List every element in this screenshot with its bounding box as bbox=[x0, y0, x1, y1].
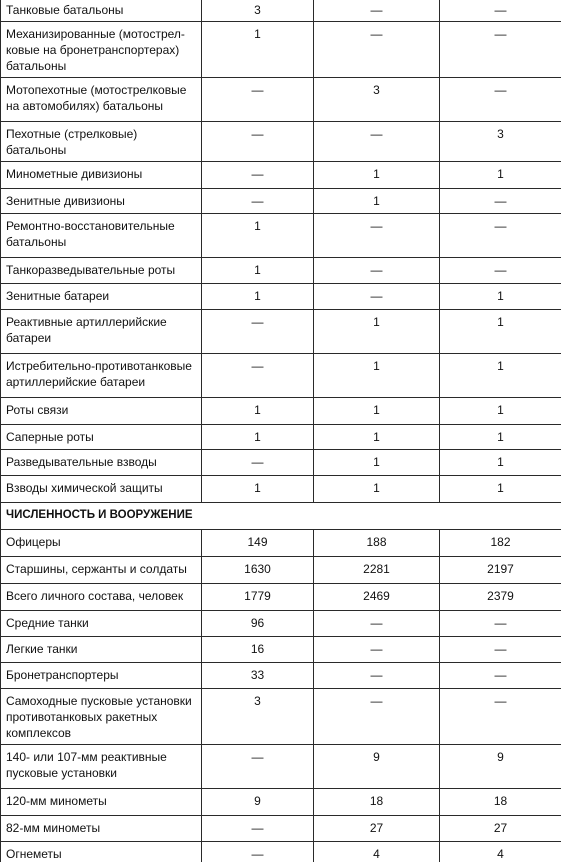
cell-value: 1 bbox=[373, 359, 380, 373]
cell-value: — bbox=[370, 263, 383, 277]
cell-value: 1 bbox=[373, 167, 380, 181]
cell-value: — bbox=[494, 83, 507, 97]
row-label-line: Зенитные батареи bbox=[6, 289, 110, 303]
cell-value: — bbox=[251, 359, 264, 373]
cell-value: — bbox=[494, 263, 507, 277]
table-row bbox=[1, 214, 561, 258]
table-row bbox=[1, 450, 561, 476]
row-label bbox=[1, 258, 202, 284]
row-label bbox=[1, 78, 202, 122]
row-value-col2 bbox=[314, 425, 440, 450]
table-row bbox=[1, 476, 561, 503]
row-label bbox=[1, 745, 202, 789]
row-label-line: Танкоразведывательные роты bbox=[6, 263, 176, 277]
row-label-line: противотанковых ракетных bbox=[6, 710, 158, 724]
row-value-col3 bbox=[440, 214, 561, 258]
row-value-col3 bbox=[440, 584, 561, 611]
row-label bbox=[1, 476, 202, 503]
row-value-col2 bbox=[314, 584, 440, 611]
row-value-col3 bbox=[440, 189, 561, 214]
cell-value: 4 bbox=[373, 847, 380, 861]
row-label-line: Пехотные (стрелковые) батальоны bbox=[6, 127, 138, 157]
row-value-col3 bbox=[440, 816, 561, 842]
row-label-line: батареи bbox=[6, 331, 52, 345]
cell-value: — bbox=[494, 27, 507, 41]
cell-value: 3 bbox=[373, 83, 380, 97]
row-value-col3 bbox=[440, 689, 561, 745]
cell-value: 27 bbox=[369, 821, 384, 835]
row-label-line: Офицеры bbox=[6, 535, 61, 549]
row-value-col3 bbox=[440, 122, 561, 162]
row-label-line: ковые на бронетранспортерах) bbox=[6, 43, 180, 57]
cell-value: 1 bbox=[373, 455, 380, 469]
row-value-col1 bbox=[202, 584, 314, 611]
row-value-col3 bbox=[440, 22, 561, 78]
row-value-col3 bbox=[440, 162, 561, 189]
table-row bbox=[1, 816, 561, 842]
row-value-col1 bbox=[202, 557, 314, 584]
row-label-line: Бронетранспортеры bbox=[6, 668, 119, 682]
cell-value: — bbox=[251, 127, 264, 141]
row-label bbox=[1, 0, 202, 22]
row-value-col1 bbox=[202, 22, 314, 78]
table-row bbox=[1, 745, 561, 789]
cell-value: — bbox=[370, 27, 383, 41]
cell-value: 4 bbox=[497, 847, 504, 861]
row-value-col2 bbox=[314, 284, 440, 310]
cell-value: 3 bbox=[254, 694, 261, 708]
row-value-col1 bbox=[202, 476, 314, 503]
row-value-col1 bbox=[202, 354, 314, 398]
cell-value: — bbox=[494, 194, 507, 208]
table-row bbox=[1, 584, 561, 611]
row-label-line: Зенитные дивизионы bbox=[6, 194, 125, 208]
row-value-col1 bbox=[202, 258, 314, 284]
row-value-col1 bbox=[202, 637, 314, 663]
cell-value: 1 bbox=[254, 289, 261, 303]
row-label bbox=[1, 398, 202, 425]
row-label-line: Истребительно-противотанковые bbox=[6, 359, 192, 373]
table-row bbox=[1, 122, 561, 162]
row-label-line: Реактивные артиллерийские bbox=[6, 315, 167, 329]
table-row bbox=[1, 530, 561, 557]
cell-value: — bbox=[494, 219, 507, 233]
cell-value: — bbox=[494, 694, 507, 708]
cell-value: — bbox=[251, 750, 264, 764]
row-value-col2 bbox=[314, 214, 440, 258]
row-value-col1 bbox=[202, 398, 314, 425]
row-label-line: 140- или 107-мм реактивные bbox=[6, 750, 167, 764]
row-label bbox=[1, 214, 202, 258]
row-value-col3 bbox=[440, 0, 561, 22]
cell-value: — bbox=[370, 219, 383, 233]
cell-value: 1 bbox=[373, 430, 380, 444]
row-label-line: Разведывательные взводы bbox=[6, 455, 157, 469]
table-row bbox=[1, 78, 561, 122]
row-value-col3 bbox=[440, 530, 561, 557]
row-value-col1 bbox=[202, 189, 314, 214]
cell-value: — bbox=[494, 668, 507, 682]
row-value-col2 bbox=[314, 122, 440, 162]
row-value-col1 bbox=[202, 214, 314, 258]
table-row bbox=[1, 354, 561, 398]
cell-value: 1 bbox=[497, 359, 504, 373]
cell-value: 16 bbox=[250, 642, 265, 656]
table-row bbox=[1, 611, 561, 637]
cell-value: 3 bbox=[254, 3, 261, 17]
row-label-line: Саперные роты bbox=[6, 430, 94, 444]
cell-value: — bbox=[251, 315, 264, 329]
cell-value: — bbox=[494, 3, 507, 17]
row-label-line: на автомобилях) батальоны bbox=[6, 99, 164, 113]
table-row bbox=[1, 310, 561, 354]
cell-value: — bbox=[494, 616, 507, 630]
cell-value: — bbox=[370, 3, 383, 17]
row-label bbox=[1, 689, 202, 745]
row-label-line: Механизированные (мотострел- bbox=[6, 27, 185, 41]
cell-value: — bbox=[251, 821, 264, 835]
row-label-line: Минометные дивизионы bbox=[6, 167, 143, 181]
row-label-line: Мотопехотные (мотострелковые bbox=[6, 83, 187, 97]
row-value-col3 bbox=[440, 611, 561, 637]
row-value-col1 bbox=[202, 816, 314, 842]
row-value-col2 bbox=[314, 611, 440, 637]
row-label-line: 82-мм минометы bbox=[6, 821, 101, 835]
row-value-col2 bbox=[314, 816, 440, 842]
row-value-col2 bbox=[314, 78, 440, 122]
row-value-col1 bbox=[202, 530, 314, 557]
cell-value: 1 bbox=[254, 263, 261, 277]
row-value-col3 bbox=[440, 450, 561, 476]
table-row bbox=[1, 663, 561, 689]
cell-value: 182 bbox=[490, 535, 511, 549]
row-value-col2 bbox=[314, 476, 440, 503]
row-value-col2 bbox=[314, 530, 440, 557]
cell-value: 1 bbox=[497, 481, 504, 495]
row-label-line: батальоны bbox=[6, 235, 67, 249]
row-label bbox=[1, 557, 202, 584]
row-value-col2 bbox=[314, 689, 440, 745]
table-row bbox=[1, 842, 561, 862]
cell-value: — bbox=[370, 127, 383, 141]
cell-value: — bbox=[370, 642, 383, 656]
cell-value: — bbox=[251, 455, 264, 469]
cell-value: 18 bbox=[369, 794, 384, 808]
section-heading: ЧИСЛЕННОСТЬ И ВООРУЖЕНИЕ bbox=[1, 503, 561, 530]
row-value-col2 bbox=[314, 842, 440, 862]
row-value-col3 bbox=[440, 663, 561, 689]
table-row bbox=[1, 22, 561, 78]
row-label-line: Роты связи bbox=[6, 403, 69, 417]
table-row bbox=[1, 398, 561, 425]
table-row bbox=[1, 637, 561, 663]
row-value-col3 bbox=[440, 557, 561, 584]
cell-value: 1 bbox=[254, 219, 261, 233]
cell-value: — bbox=[251, 194, 264, 208]
row-value-col2 bbox=[314, 310, 440, 354]
table-row bbox=[1, 162, 561, 189]
cell-value: 1 bbox=[373, 481, 380, 495]
cell-value: 1 bbox=[497, 430, 504, 444]
row-value-col3 bbox=[440, 789, 561, 816]
row-label bbox=[1, 842, 202, 862]
row-value-col2 bbox=[314, 557, 440, 584]
cell-value: 96 bbox=[250, 616, 265, 630]
row-label-line: комплексов bbox=[6, 726, 72, 740]
row-label-line: артиллерийские батареи bbox=[6, 375, 146, 389]
row-value-col1 bbox=[202, 284, 314, 310]
table-row bbox=[1, 0, 561, 22]
cell-value: 33 bbox=[250, 668, 265, 682]
row-label-line: Ремонтно-восстановительные bbox=[6, 219, 175, 233]
cell-value: — bbox=[370, 289, 383, 303]
table-row bbox=[1, 425, 561, 450]
table-row bbox=[1, 189, 561, 214]
row-label bbox=[1, 637, 202, 663]
row-value-col1 bbox=[202, 842, 314, 862]
cell-value: 1 bbox=[254, 27, 261, 41]
row-label-line: пусковые установки bbox=[6, 766, 117, 780]
table-row bbox=[1, 258, 561, 284]
cell-value: 2379 bbox=[487, 589, 514, 603]
row-label bbox=[1, 22, 202, 78]
table-row bbox=[1, 789, 561, 816]
row-value-col2 bbox=[314, 162, 440, 189]
row-value-col1 bbox=[202, 310, 314, 354]
row-value-col2 bbox=[314, 354, 440, 398]
row-value-col1 bbox=[202, 611, 314, 637]
row-value-col3 bbox=[440, 745, 561, 789]
cell-value: 1 bbox=[497, 167, 504, 181]
row-label bbox=[1, 162, 202, 189]
row-label-line: Танковые батальоны bbox=[6, 3, 124, 17]
row-label bbox=[1, 584, 202, 611]
table-row bbox=[1, 284, 561, 310]
row-value-col3 bbox=[440, 425, 561, 450]
row-value-col1 bbox=[202, 162, 314, 189]
cell-value: 9 bbox=[497, 750, 504, 764]
row-value-col2 bbox=[314, 745, 440, 789]
row-value-col2 bbox=[314, 450, 440, 476]
row-value-col3 bbox=[440, 476, 561, 503]
row-value-col3 bbox=[440, 310, 561, 354]
row-label bbox=[1, 189, 202, 214]
cell-value: — bbox=[370, 694, 383, 708]
row-value-col1 bbox=[202, 425, 314, 450]
row-value-col1 bbox=[202, 122, 314, 162]
section-heading-row bbox=[1, 503, 561, 530]
row-label bbox=[1, 354, 202, 398]
row-label bbox=[1, 530, 202, 557]
cell-value: 2281 bbox=[363, 562, 390, 576]
row-value-col1 bbox=[202, 0, 314, 22]
row-label-line: батальоны bbox=[6, 59, 67, 73]
row-value-col3 bbox=[440, 398, 561, 425]
row-value-col2 bbox=[314, 22, 440, 78]
row-value-col2 bbox=[314, 398, 440, 425]
cell-value: 1630 bbox=[244, 562, 271, 576]
cell-value: — bbox=[370, 616, 383, 630]
cell-value: 18 bbox=[493, 794, 508, 808]
cell-value: — bbox=[494, 642, 507, 656]
table-row bbox=[1, 689, 561, 745]
cell-value: — bbox=[251, 167, 264, 181]
cell-value: 1 bbox=[254, 481, 261, 495]
cell-value: 1 bbox=[254, 403, 261, 417]
row-value-col2 bbox=[314, 258, 440, 284]
cell-value: 27 bbox=[493, 821, 508, 835]
cell-value: 188 bbox=[366, 535, 387, 549]
cell-value: 3 bbox=[497, 127, 504, 141]
cell-value: 1 bbox=[373, 403, 380, 417]
row-value-col1 bbox=[202, 663, 314, 689]
cell-value: 1 bbox=[373, 315, 380, 329]
row-value-col3 bbox=[440, 354, 561, 398]
cell-value: 2469 bbox=[363, 589, 390, 603]
cell-value: — bbox=[370, 668, 383, 682]
row-value-col1 bbox=[202, 689, 314, 745]
row-value-col3 bbox=[440, 637, 561, 663]
row-label-line: Легкие танки bbox=[6, 642, 78, 656]
row-label bbox=[1, 816, 202, 842]
cell-value: 1 bbox=[373, 194, 380, 208]
cell-value: 9 bbox=[373, 750, 380, 764]
cell-value: 9 bbox=[254, 794, 261, 808]
row-value-col3 bbox=[440, 842, 561, 862]
row-value-col3 bbox=[440, 78, 561, 122]
row-label bbox=[1, 310, 202, 354]
row-label bbox=[1, 425, 202, 450]
row-label bbox=[1, 663, 202, 689]
row-value-col1 bbox=[202, 450, 314, 476]
row-label bbox=[1, 450, 202, 476]
cell-value: 2197 bbox=[487, 562, 514, 576]
row-label bbox=[1, 611, 202, 637]
row-label bbox=[1, 789, 202, 816]
cell-value: 1 bbox=[497, 315, 504, 329]
row-label-line: Взводы химической защиты bbox=[6, 481, 163, 495]
row-label-line: Всего личного состава, человек bbox=[6, 589, 184, 603]
row-value-col1 bbox=[202, 78, 314, 122]
cell-value: 149 bbox=[247, 535, 268, 549]
row-value-col3 bbox=[440, 284, 561, 310]
row-value-col3 bbox=[440, 258, 561, 284]
table-row bbox=[1, 557, 561, 584]
row-value-col2 bbox=[314, 0, 440, 22]
row-value-col2 bbox=[314, 663, 440, 689]
cell-value: 1 bbox=[497, 403, 504, 417]
row-value-col2 bbox=[314, 189, 440, 214]
row-label-line: Средние танки bbox=[6, 616, 89, 630]
row-label bbox=[1, 122, 202, 162]
row-value-col1 bbox=[202, 789, 314, 816]
row-value-col2 bbox=[314, 789, 440, 816]
row-label-line: Самоходные пусковые установки bbox=[6, 694, 192, 708]
row-label-line: Старшины, сержанты и солдаты bbox=[6, 562, 187, 576]
table-body bbox=[1, 0, 561, 862]
row-label-line: 120-мм минометы bbox=[6, 794, 107, 808]
cell-value: 1779 bbox=[244, 589, 271, 603]
row-label bbox=[1, 284, 202, 310]
cell-value: — bbox=[251, 83, 264, 97]
row-value-col2 bbox=[314, 637, 440, 663]
cell-value: 1 bbox=[497, 289, 504, 303]
row-value-col1 bbox=[202, 745, 314, 789]
cell-value: 1 bbox=[254, 430, 261, 444]
row-label-line: Огнеметы bbox=[6, 847, 62, 861]
cell-value: — bbox=[251, 847, 264, 861]
cell-value: 1 bbox=[497, 455, 504, 469]
